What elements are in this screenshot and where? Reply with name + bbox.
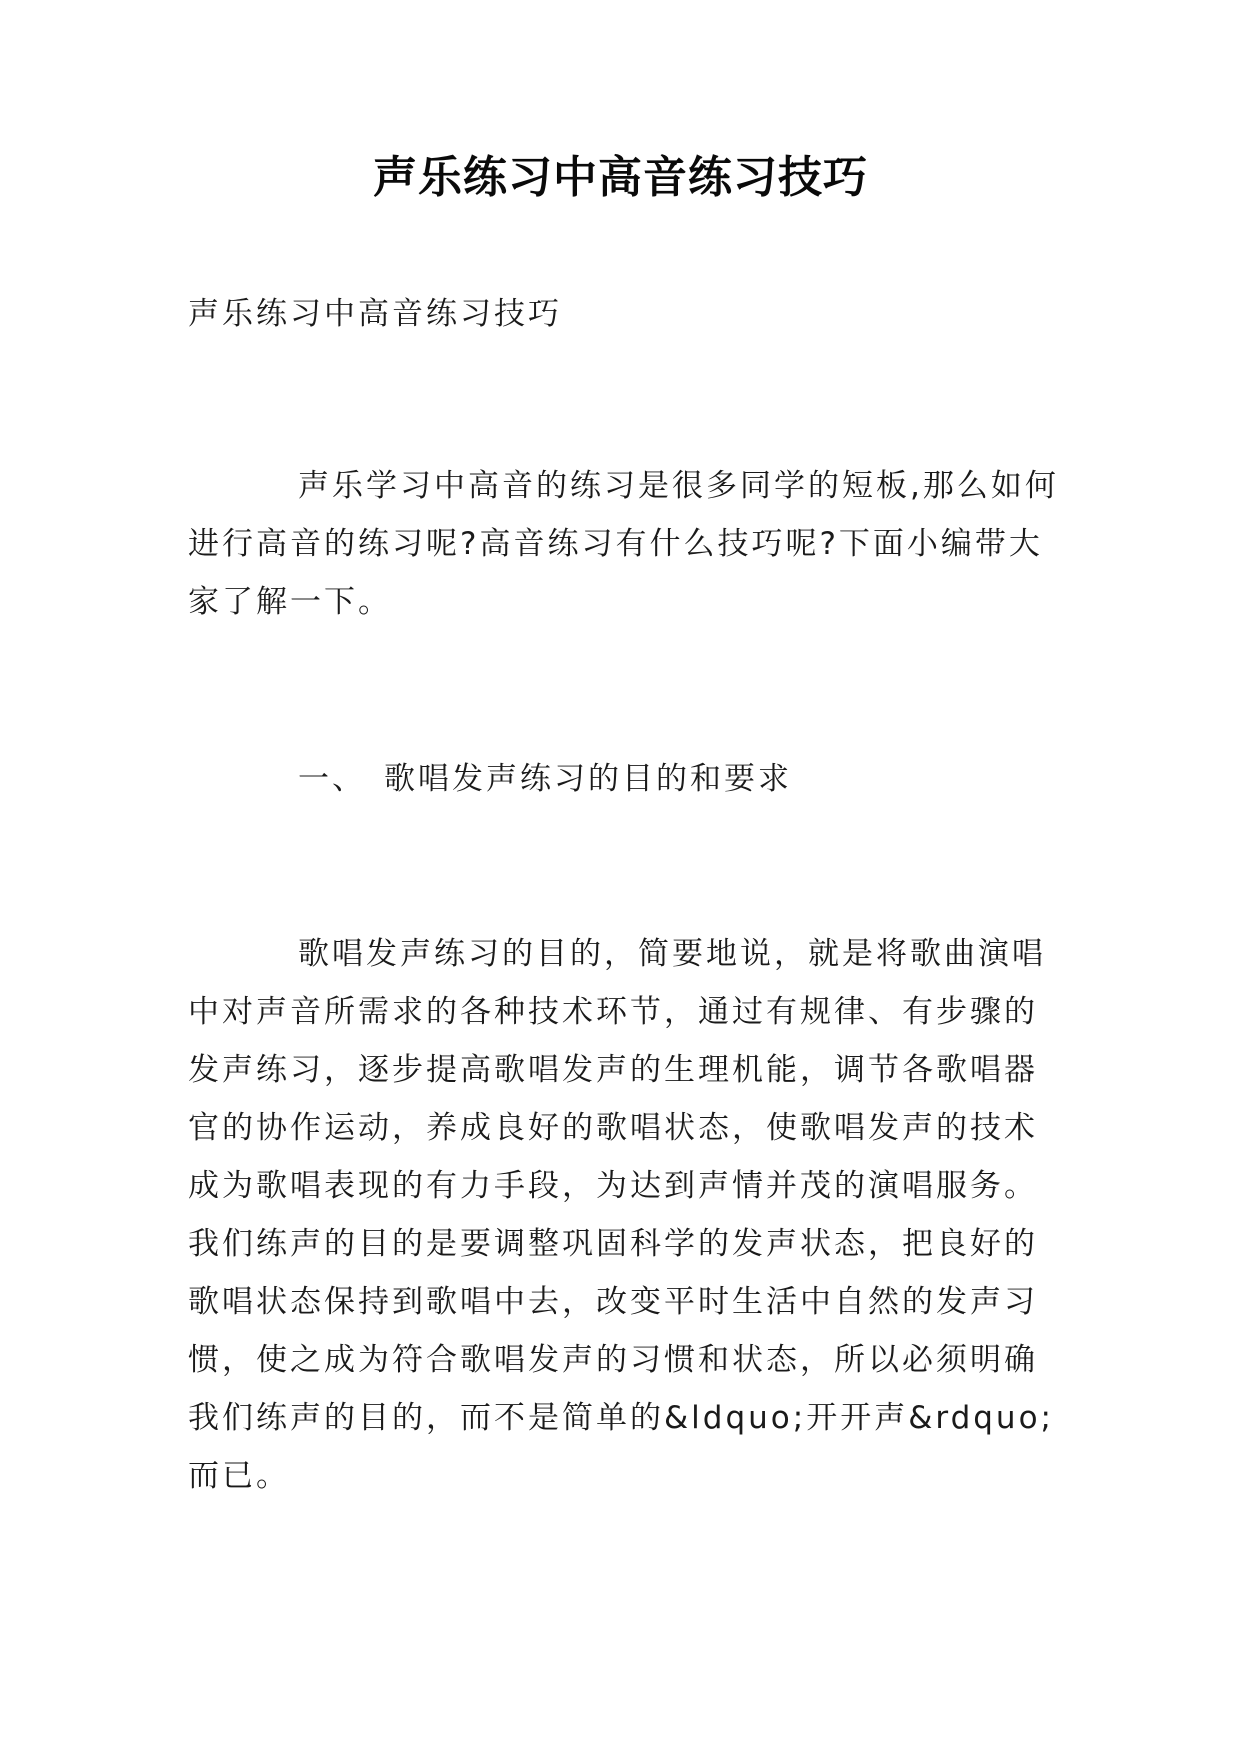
- section-heading-text: 歌唱发声练习的目的和要求: [384, 761, 792, 797]
- document-subtitle: 声乐练习中高音练习技巧: [188, 296, 562, 332]
- document-title: 声乐练习中高音练习技巧: [373, 152, 868, 203]
- body-paragraph: 歌唱发声练习的目的，简要地说，就是将歌曲演唱中对声音所需求的各种技术环节，通过有规律、有步骤的发声练习，逐步提高歌唱发声的生理机能，调节各歌唱器官的协作运动，养成良好的歌唱状态，使歌唱发声的技术成为歌唱表现的有力手段，为达到声情并茂的演唱服务。我们练声的目的是要调整巩固科学的发声状态，把良好的歌唱状态保持到歌唱中去，改变平时生活中自然的发声习惯，使之成为符合歌唱发声的习惯和状态，所以必须明确我们练声的目的，而不是简单的&ldquo;开开声&rdquo; 而已。: [188, 936, 1054, 1494]
- section-number: 一、: [298, 761, 366, 797]
- section-heading: [298, 750, 1058, 808]
- intro-paragraph: 声乐学习中高音的练习是很多同学的短板,那么如何进行高音的练习呢?高音练习有什么技巧呢?下面小编带大家了解一下。: [188, 468, 1059, 620]
